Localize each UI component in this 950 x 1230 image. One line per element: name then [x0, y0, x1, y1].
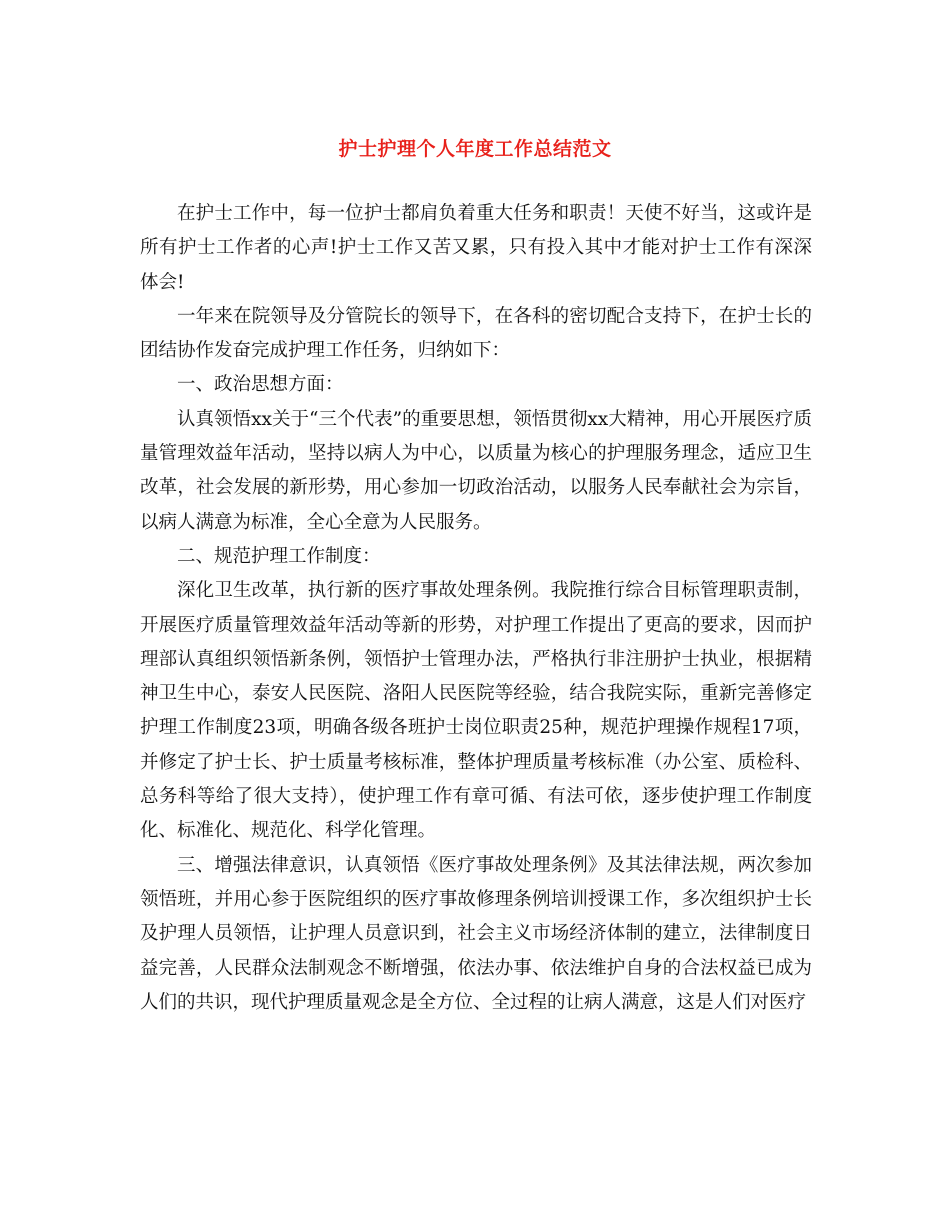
section-heading-politics: 一、政治思想方面：	[177, 374, 344, 396]
document-title: 护士护理个人年度工作总结范文	[338, 138, 612, 160]
paragraph-politics: 认真领悟xx关于“三个代表”的重要思想，领悟贯彻xx大精神，用心开展医疗质量管理效益年活动，坚持以病人为中心，以质量为核心的护理服务理念，适应卫生改革，社会发展的新形势，用心参加一切政治活动，以服务人民奉献社会为宗旨，以病人满意为标准，全心全意为人民服务。	[140, 408, 812, 533]
section-heading-rules: 二、规范护理工作制度：	[177, 545, 381, 567]
document-body	[140, 197, 812, 1020]
paragraph-summary: 一年来在院领导及分管院长的领导下，在各科的密切配合支持下，在护士长的团结协作发奋完成护理工作任务，归纳如下：	[140, 305, 812, 362]
paragraph-law: 三、增强法律意识，认真领悟《医疗事故处理条例》及其法律法规，两次参加领悟班，并用心参于医院组织的医疗事故修理条例培训授课工作，多次组织护士长及护理人员领悟，让护理人员意识到，社会主义市场经济体制的建立，法律制度日益完善，人民群众法制观念不断增强，依法办事、依法维护自身的合法权益已成为人们的共识，现代护理质量观念是全方位、全过程的让病人满意，这是人们对医疗	[140, 854, 812, 1013]
paragraph-rules: 深化卫生改革，执行新的医疗事故处理条例。我院推行综合目标管理职责制，开展医疗质量管理效益年活动等新的形势，对护理工作提出了更高的要求，因而护理部认真组织领悟新条例，领悟护士管理办法，严格执行非注册护士执业，根据精神卫生中心，泰安人民医院、洛阳人民医院等经验，结合我院实际，重新完善修定护理工作制度23项，明确各级各班护士岗位职责25种，规范护理操作规程17项，并修定了护士长、护士质量考核标准，整体护理质量考核标准（办公室、质检科、总务科等给了很大支持），使护理工作有章可循、有法可依，逐步使护理工作制度化、标准化、规范化、科学化管理。	[140, 580, 812, 842]
paragraph-intro: 在护士工作中，每一位护士都肩负着重大任务和职责！天使不好当，这或许是所有护士工作者的心声!护士工作又苦又累，只有投入其中才能对护士工作有深深体会!	[140, 203, 812, 293]
